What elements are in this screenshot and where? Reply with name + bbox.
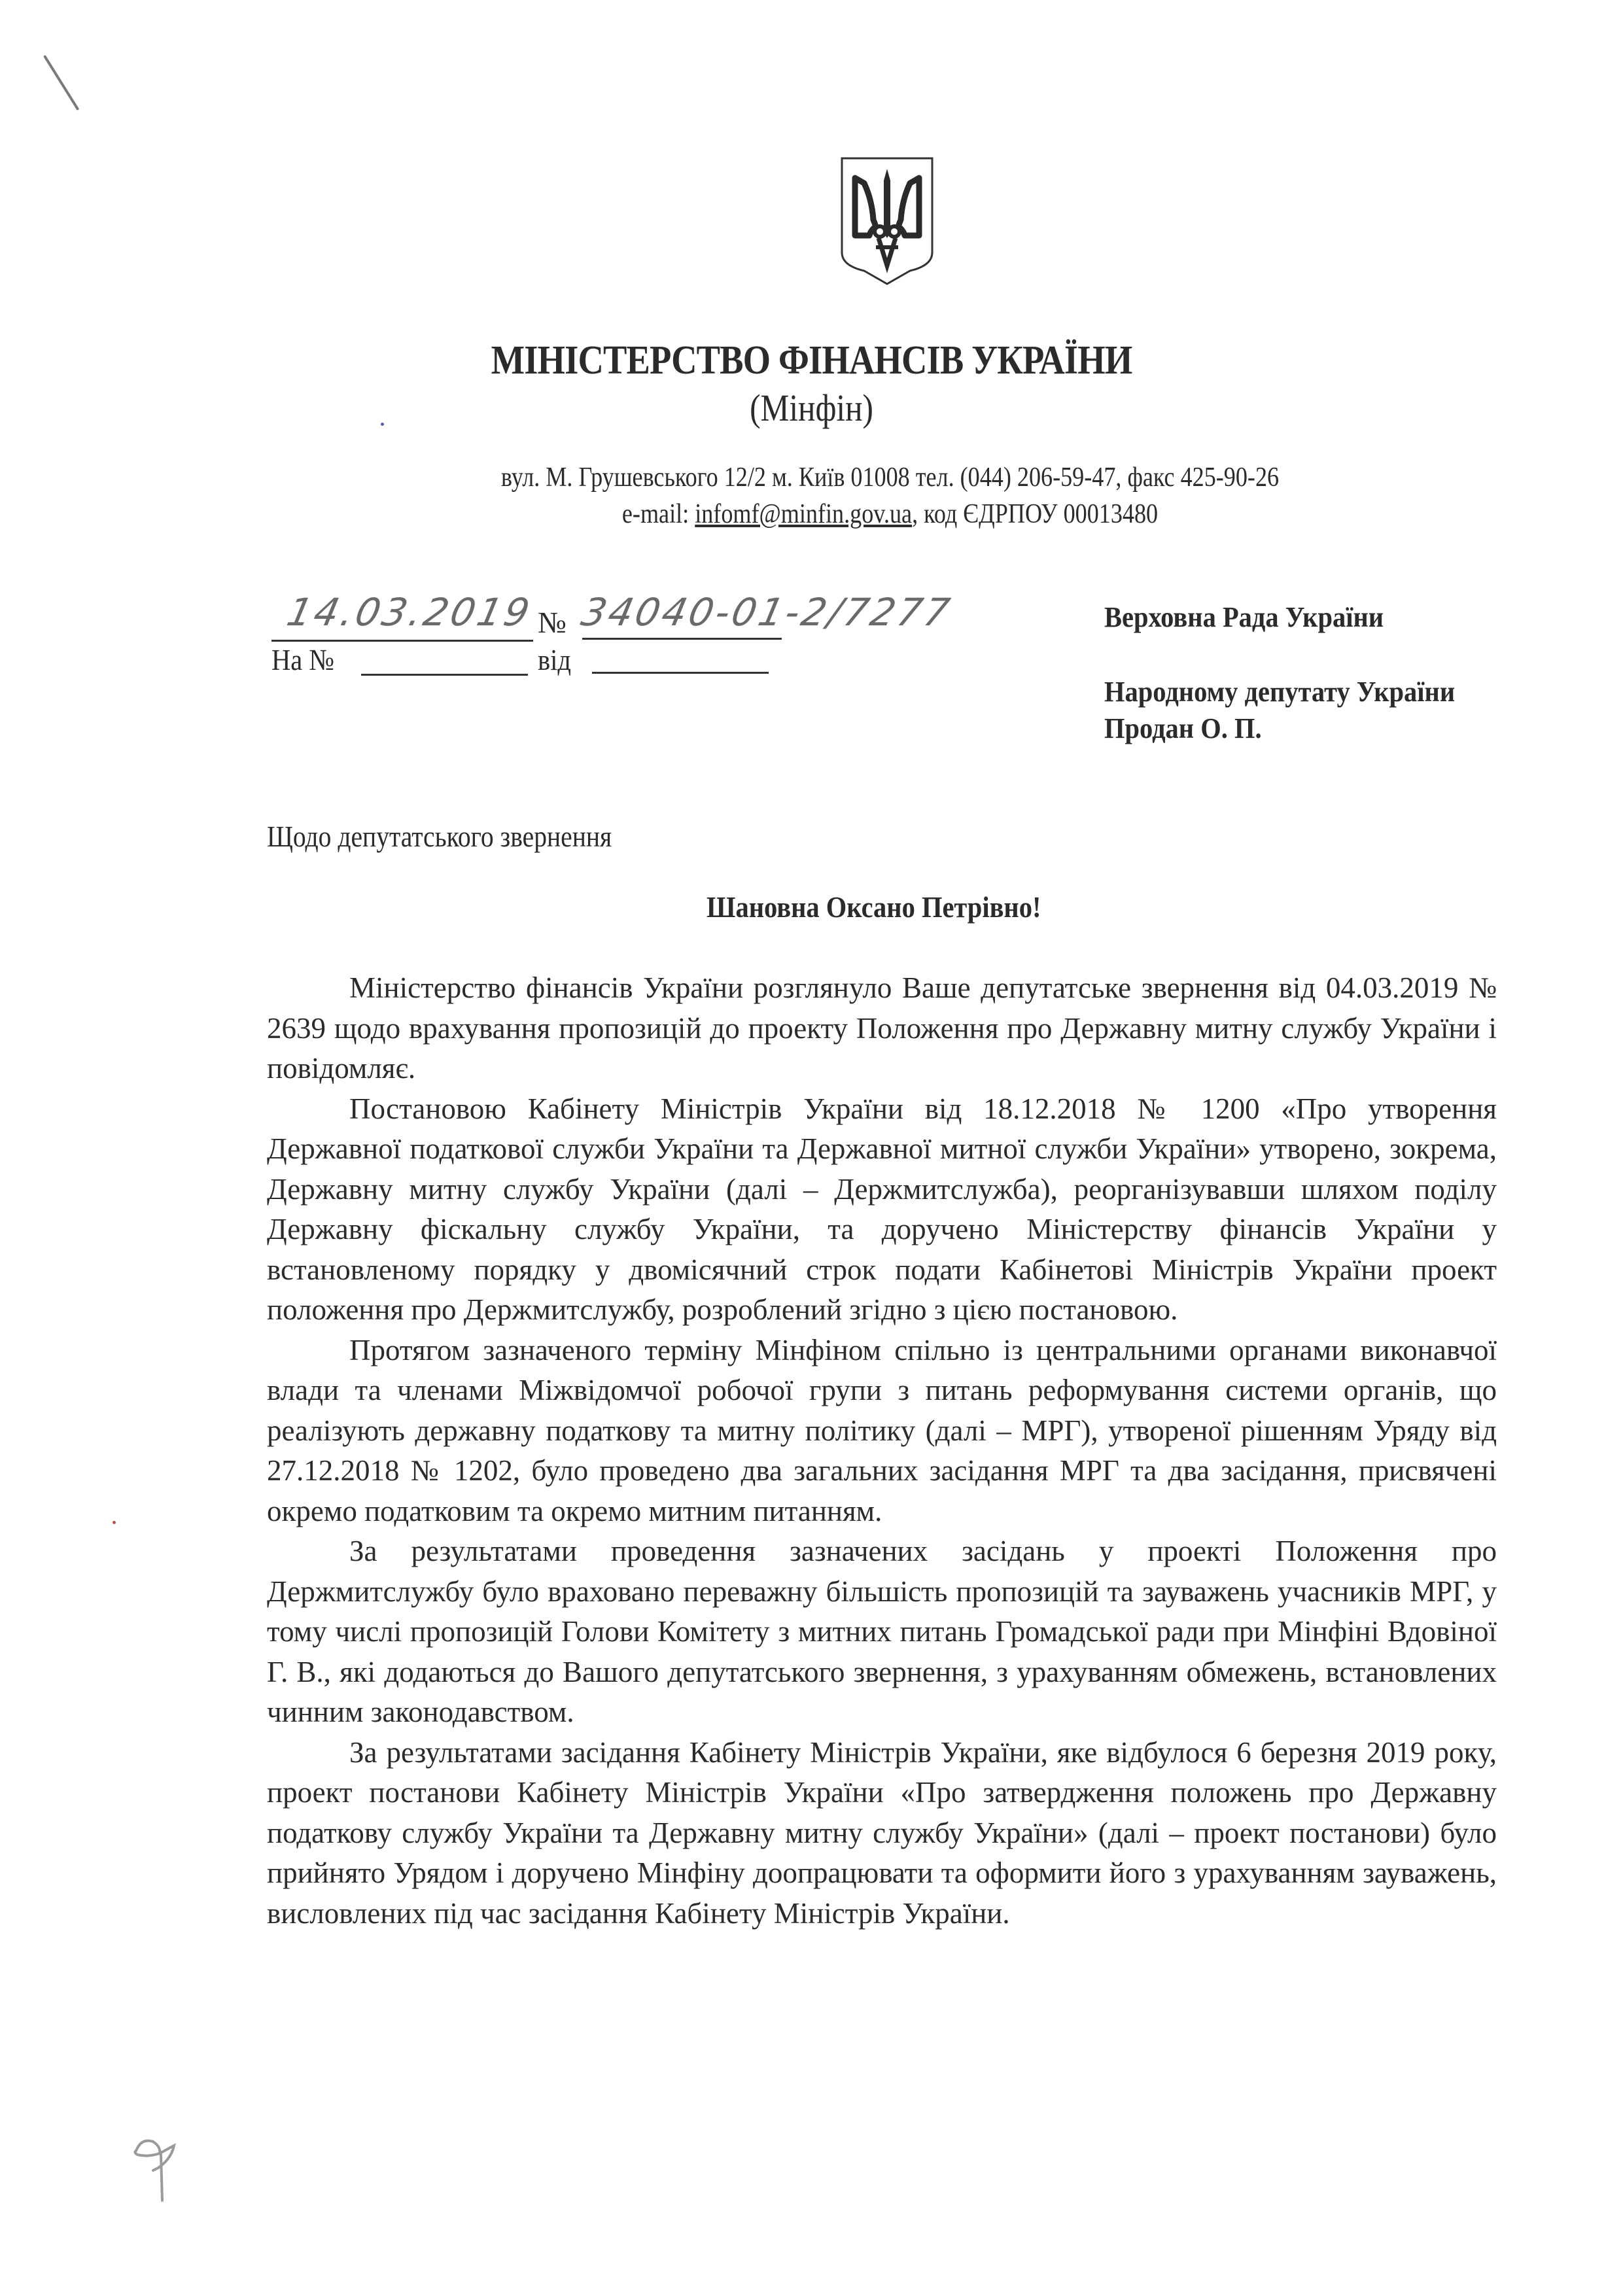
body-paragraph: Міністерство фінансів України розглянуло Ваше депутатське звернення від 04.03.2019 № 2639 щодо врахування пропозицій до проекту Положення про Державну митну службу України і повідомляє. [267,971,1497,1085]
date-underline [271,640,533,642]
reply-from-label: від [538,643,571,676]
email-link[interactable]: infomf@minfin.gov.ua [695,499,913,529]
trident-coat-of-arms-icon [838,154,936,285]
ministry-short-name: (Мінфін) [750,387,873,429]
number-underline [582,638,782,640]
outgoing-number: 34040-01-2/7277 [577,590,956,635]
email-label: e-mail: [621,499,695,529]
recipient-position: Народному депутату України [1104,676,1456,708]
letter-subject: Щодо депутатського звернення [267,820,612,853]
recipient-organization: Верховна Рада України [1104,601,1384,633]
ministry-contacts [192,498,1588,530]
edrpou-code: , код ЄДРПОУ 00013480 [912,499,1159,529]
letter-body [267,968,1497,1934]
recipient-name: Продан О. П. [1104,712,1262,744]
number-sign: № [538,606,567,639]
greeting: Шановна Оксано Петрівно! [707,890,1041,924]
ministry-title: МІНІСТЕРСТВО ФІНАНСІВ УКРАЇНИ [491,338,1132,383]
outgoing-date: 14.03.2019 [283,590,536,635]
body-paragraph: Постановою Кабінету Міністрів України від 18.12.2018 № 1200 «Про утворення Державної податкової служби України та Державної митної служби України» утворено, зокрема, Державну митну службу України (далі – Держмитслужба), реорганізувавши шляхом поділу Державну фіскальну службу України, та доручено Міністерству фінансів України у встановленому порядку у двомісячний строк подати Кабінетові Міністрів України проект положення про Держмитслужбу, розроблений згідно з цією постановою. [267,1092,1497,1326]
body-paragraph: Протягом зазначеного терміну Мінфіном спільно із центральними органами виконавчої влади та членами Міжвідомчої робочої групи з питань реформування системи органів, що реалізують державну податкову та митну політику (далі – МРГ), утвореної рішенням Уряду від 27.12.2018 № 1202, було проведено два загальних засідання МРГ та два засідання, присвячені окремо податковим та окремо митним питанням. [267,1333,1497,1527]
reply-to-number-field [361,674,528,676]
pen-stroke-icon [43,55,79,111]
body-paragraph: За результатами проведення зазначених засідань у проекті Положення про Держмитслужбу було враховано переважну більшість пропозицій та зауважень учасників МРГ, у тому числі пропозицій Голови Комітету з митних питань Громадської ради при Мінфіні Вдовіної Г. В., які додаються до Вашого депутатського звернення, з урахуванням обмежень, встановлених чинним законодавством. [267,1535,1497,1728]
ministry-address: вул. М. Грушевського 12/2 м. Київ 01008 тел. (044) 206-59-47, факс 425-90-26 [500,462,1280,493]
scan-speck [113,1521,116,1524]
reply-from-date-field [592,672,769,674]
handwritten-initials-icon [131,2135,183,2207]
body-paragraph: За результатами засідання Кабінету Міністрів України, яке відбулося 6 березня 2019 року, проект постанови Кабінету Міністрів України «Про затвердження положень про Державну податкову службу України та Державну митну службу України» (далі – проект постанови) було прийнято Урядом і доручено Мінфіну доопрацювати та оформити його з урахуванням зауважень, висловлених під час засідання Кабінету Міністрів України. [267,1735,1497,1930]
reply-to-label: На № [271,643,334,676]
